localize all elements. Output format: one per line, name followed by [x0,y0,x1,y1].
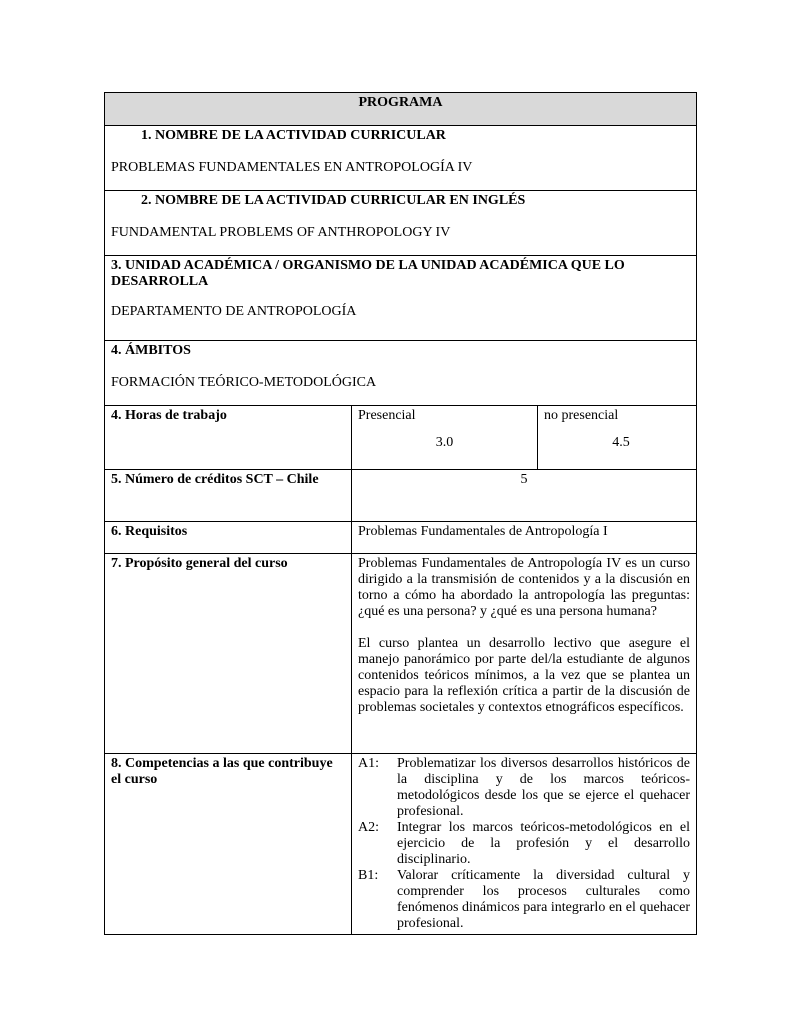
section-value: PROBLEMAS FUNDAMENTALES EN ANTROPOLOGÍA IV [111,160,473,175]
proposito-content [352,554,697,754]
creditos-value: 5 [352,470,697,522]
section-value: FORMACIÓN TEÓRICO-METODOLÓGICA [111,375,377,390]
section-title: 3. UNIDAD ACADÉMICA / ORGANISMO DE LA UNIDAD ACADÉMICA QUE LO DESARROLLA [111,258,625,289]
competencias-label: 8. Competencias a las que contribuye el curso [105,754,352,935]
no-presencial-value: 4.5 [612,435,630,450]
requisitos-value: Problemas Fundamentales de Antropología I [352,522,697,554]
section-value: DEPARTAMENTO DE ANTROPOLOGÍA [111,304,357,319]
document-page [104,92,696,935]
competencia-item [358,820,690,868]
program-title: PROGRAMA [358,95,443,110]
competencia-item [358,868,690,932]
proposito-paragraph-2: El curso plantea un desarrollo lectivo que asegure el manejo panorámico por parte del/la estudiante de algunos contenidos teóricos mínimos, a la vez que se plantea un espacio para la reflexión crítica a partir de la discusión de problemas societales y contextos etnográficos específicos. [358,636,691,715]
presencial-value: 3.0 [435,435,454,450]
competencia-text: Valorar críticamente la diversidad cultural y comprender los procesos culturales como fenómenos dinámicos para integrarlo en el quehacer profesional. [397,868,691,931]
proposito-row [105,554,697,754]
no-presencial-label: no presencial [544,408,619,423]
horas-label: 4. Horas de trabajo [105,406,352,470]
section-ambitos [105,341,697,406]
section-value: FUNDAMENTAL PROBLEMS OF ANTHROPOLOGY IV [111,225,451,240]
proposito-label: 7. Propósito general del curso [105,554,352,754]
requisitos-label: 6. Requisitos [105,522,352,554]
creditos-row [105,470,697,522]
section-title: 2. NOMBRE DE LA ACTIVIDAD CURRICULAR EN INGLÉS [141,193,526,208]
competencia-code: B1: [358,868,379,883]
header-row [105,93,697,126]
section-nombre-ingles [105,191,697,256]
competencias-list [352,754,697,935]
section-nombre [105,126,697,191]
program-header [105,93,697,126]
competencia-item [358,756,690,820]
program-table [104,92,697,935]
proposito-paragraph-1: Problemas Fundamentales de Antropología IV es un curso dirigido a la transmisión de contenidos y a la discusión en torno a cómo ha abordado la antropología las preguntas: ¿qué es una persona? y ¿qué es una persona humana? [358,556,691,619]
section-title: 4. ÁMBITOS [111,343,191,358]
competencia-code: A2: [358,820,379,835]
presencial-label: Presencial [358,408,416,423]
section-unidad [105,256,697,341]
competencia-text: Integrar los marcos teóricos-metodológicos en el ejercicio de la profesión y el desarrollo disciplinario. [397,820,691,867]
competencias-row [105,754,697,935]
no-presencial-cell [538,406,697,470]
section-title: 1. NOMBRE DE LA ACTIVIDAD CURRICULAR [141,128,446,143]
presencial-cell [352,406,538,470]
competencia-code: A1: [358,756,379,771]
competencia-text: Problematizar los diversos desarrollos históricos de la disciplina y de los marcos teóricos-metodológicos desde los que se ejerce el quehacer profesional. [397,756,691,819]
creditos-label: 5. Número de créditos SCT – Chile [105,470,352,522]
horas-row [105,406,697,470]
requisitos-row [105,522,697,554]
